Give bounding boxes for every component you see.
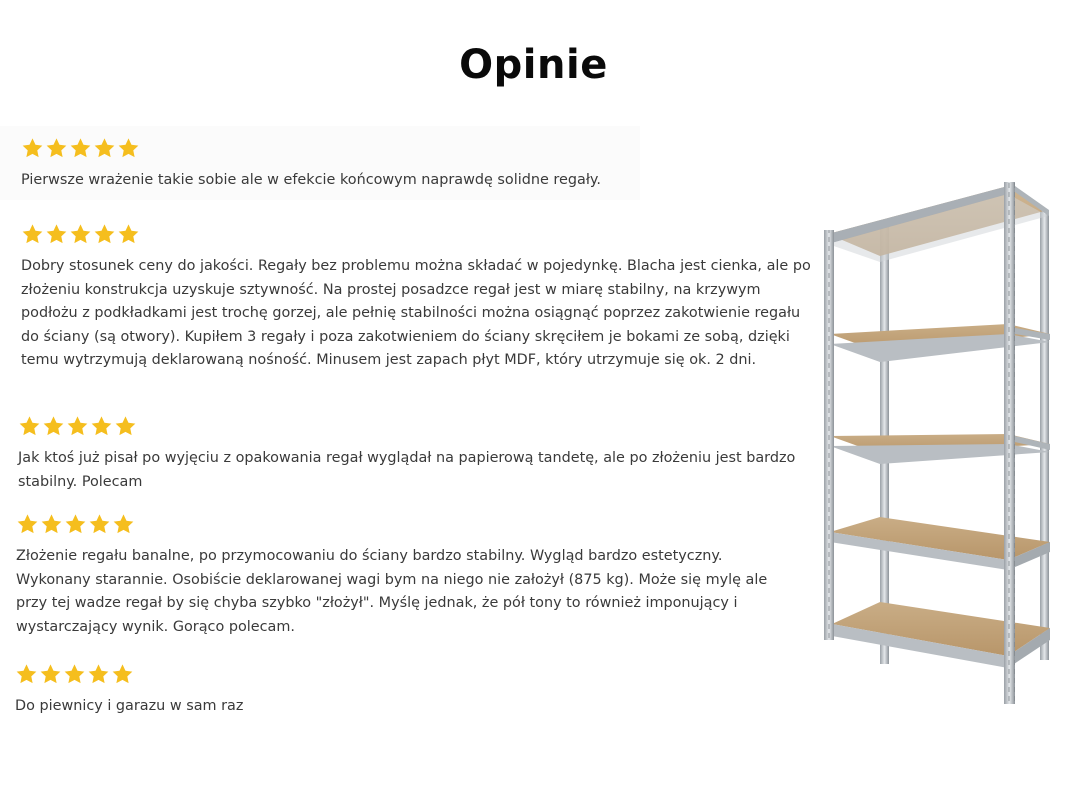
star-icon <box>117 223 140 245</box>
review-item <box>21 221 811 373</box>
review-text: Pierwsze wrażenie takie sobie ale w efekcie końcowym naprawdę solidne regały. <box>21 172 601 188</box>
review-text: Do piewnicy i garazu w sam raz <box>15 698 244 714</box>
review-item <box>16 511 786 639</box>
star-icon <box>117 137 140 159</box>
star-icon <box>63 663 86 685</box>
metal-shelving-unit-icon <box>808 172 1058 727</box>
star-icon <box>18 415 41 437</box>
star-icon <box>45 137 68 159</box>
star-icon <box>42 415 65 437</box>
star-icon <box>40 513 63 535</box>
star-icon <box>16 513 39 535</box>
star-rating <box>15 661 615 687</box>
review-text: Złożenie regału banalne, po przymocowaniu do ściany bardzo stabilny. Wygląd bardzo estetyczny. Wykonany starannie. Osobiście deklarowanej wagi bym na niego nie założył (875 kg). Może się mylę ale przy tej wadze regał by się chyba szybko "złożył". Myślę jednak, że pół tony to również imponujący i wystarczający wynik. Gorąco polecam. <box>16 548 768 635</box>
star-icon <box>21 137 44 159</box>
star-icon <box>88 513 111 535</box>
review-text: Dobry stosunek ceny do jakości. Regały bez problemu można składać w pojedynkę. Blacha jest cienka, ale po złożeniu konstrukcja uzyskuje sztywność. Na prostej posadzce regał jest w miarę stabilny, na krzywym podłożu z podkładkami jest trochę gorzej, ale pełnię stabilności można osiągnąć poprzez zakotwienie regału do ściany (są otwory). Kupiłem 3 regały i poza zakotwieniem do ściany skręciłem je bokami ze sobą, dzięki temu wytrzymują deklarowaną nośność. Minusem jest zapach płyt MDF, który utrzymuje się ok. 2 dni. <box>21 258 811 369</box>
review-item <box>21 135 641 193</box>
page-title: Opinie <box>459 42 608 88</box>
shelving-unit-image <box>808 172 1058 727</box>
star-rating <box>21 221 811 247</box>
review-item <box>15 661 615 719</box>
star-icon <box>21 223 44 245</box>
star-icon <box>93 223 116 245</box>
star-icon <box>69 137 92 159</box>
star-icon <box>111 663 134 685</box>
star-icon <box>112 513 135 535</box>
star-rating <box>18 413 813 439</box>
star-icon <box>45 223 68 245</box>
review-text: Jak ktoś już pisał po wyjęciu z opakowania regał wyglądał na papierową tandetę, ale po złożeniu jest bardzo stabilny. Polecam <box>18 450 796 490</box>
star-icon <box>114 415 137 437</box>
star-rating <box>16 511 786 537</box>
star-icon <box>87 663 110 685</box>
star-icon <box>15 663 38 685</box>
review-item <box>18 413 813 494</box>
star-icon <box>90 415 113 437</box>
star-icon <box>69 223 92 245</box>
star-icon <box>66 415 89 437</box>
star-icon <box>64 513 87 535</box>
star-icon <box>39 663 62 685</box>
star-rating <box>21 135 641 161</box>
star-icon <box>93 137 116 159</box>
